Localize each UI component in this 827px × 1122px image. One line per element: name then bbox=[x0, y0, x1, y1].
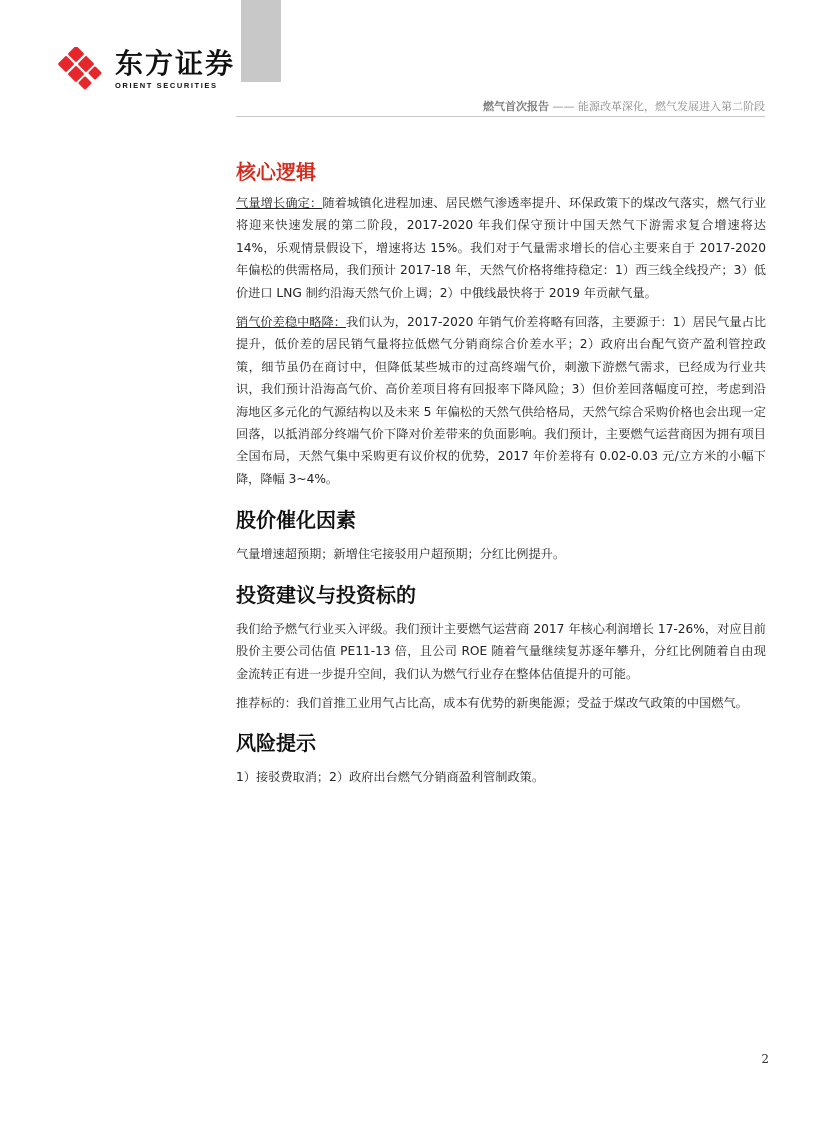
report-subtitle: 能源改革深化，燃气发展进入第二阶段 bbox=[578, 100, 765, 113]
orient-securities-logo bbox=[58, 47, 236, 97]
subtitle-separator: —— bbox=[552, 100, 575, 113]
paragraph-text: 随着城镇化进程加速、居民燃气渗透率提升、环保政策下的煤改气落实，燃气行业将迎来快速发展的第二阶段，2017-2020 年我们保守预计中国天然气下游需求复合增速将达 14%，乐观情景假设下，增速将达 15%。我们对于气量需求增长的信心主要来自于 2017-2020 年偏松的供需格局，我们预计 2017-18 年，天然气价格将维持稳定：1）西三线全线投产；3）低价进口 LNG 制约沿海天然气价上调；2）中俄线最快将于 2019 年贡献气量。 bbox=[236, 196, 767, 300]
section-heading-core-logic: 核心逻辑 bbox=[236, 160, 316, 184]
report-type: 燃气首次报告 bbox=[483, 100, 549, 113]
logo-chinese-name: 东方证券 bbox=[115, 47, 236, 80]
report-subtitle-line bbox=[483, 98, 765, 114]
report-content bbox=[236, 155, 766, 789]
paragraph-risks: 1）接驳费取消；2）政府出台燃气分销商盈利管制政策。 bbox=[236, 770, 545, 785]
header-divider bbox=[236, 116, 765, 117]
logo-english-name: ORIENT SECURITIES bbox=[115, 81, 218, 90]
paragraph-label: 销气价差稳中略降： bbox=[236, 315, 346, 330]
section-heading-investment: 投资建议与投资标的 bbox=[236, 582, 416, 607]
paragraph-recommended: 推荐标的：我们首推工业用气占比高，成本有优势的新奥能源；受益于煤改气政策的中国燃气。 bbox=[236, 695, 748, 710]
paragraph-gas-volume bbox=[236, 192, 766, 304]
paragraph-text: 我们认为，2017-2020 年销气价差将略有回落，主要源于：1）居民气量占比提升，低价差的居民销气量将拉低燃气分销商综合价差水平；2）政府出台配气资产盈利管控政策，细节虽仍在商讨中，但降低某些城市的过高终端气价，刺激下游燃气需求，已经成为行业共识，我们预计沿海高气价、高价差项目将有回报率下降风险；3）但价差回落幅度可控，考虑到沿海地区多元化的气源结构以及未来 5 年偏松的天然气供给格局，天然气综合采购价格也会出现一定回落，以抵消部分终端气价下降对价差带来的负面影响。我们预计，主要燃气运营商因为拥有项目全国布局，天然气集中采购更有议价权的优势，2017 年价差将有 0.02-0.03 元/立方米的小幅下降，降幅 3~4%。 bbox=[236, 315, 767, 486]
section-heading-risks: 风险提示 bbox=[236, 731, 316, 756]
section-heading-catalysts: 股价催化因素 bbox=[236, 508, 356, 533]
header-gray-bar bbox=[241, 0, 281, 82]
paragraph-label: 气量增长确定： bbox=[236, 196, 323, 210]
brand-diamond-icon bbox=[58, 47, 104, 93]
paragraph-rating: 我们给予燃气行业买入评级。我们预计主要燃气运营商 2017 年核心利润增长 17-26%，对应目前股价主要公司估值 PE11-13 倍，且公司 ROE 随着气量继续复苏逐年攀升，分红比例随着自由现金流转正有进一步提升空间，我们认为燃气行业存在整体估值提升的可能。 bbox=[236, 621, 766, 681]
paragraph-price-spread bbox=[236, 311, 766, 490]
paragraph-catalysts: 气量增速超预期；新增住宅接驳用户超预期；分红比例提升。 bbox=[236, 547, 566, 562]
page-number: 2 bbox=[761, 1052, 769, 1066]
